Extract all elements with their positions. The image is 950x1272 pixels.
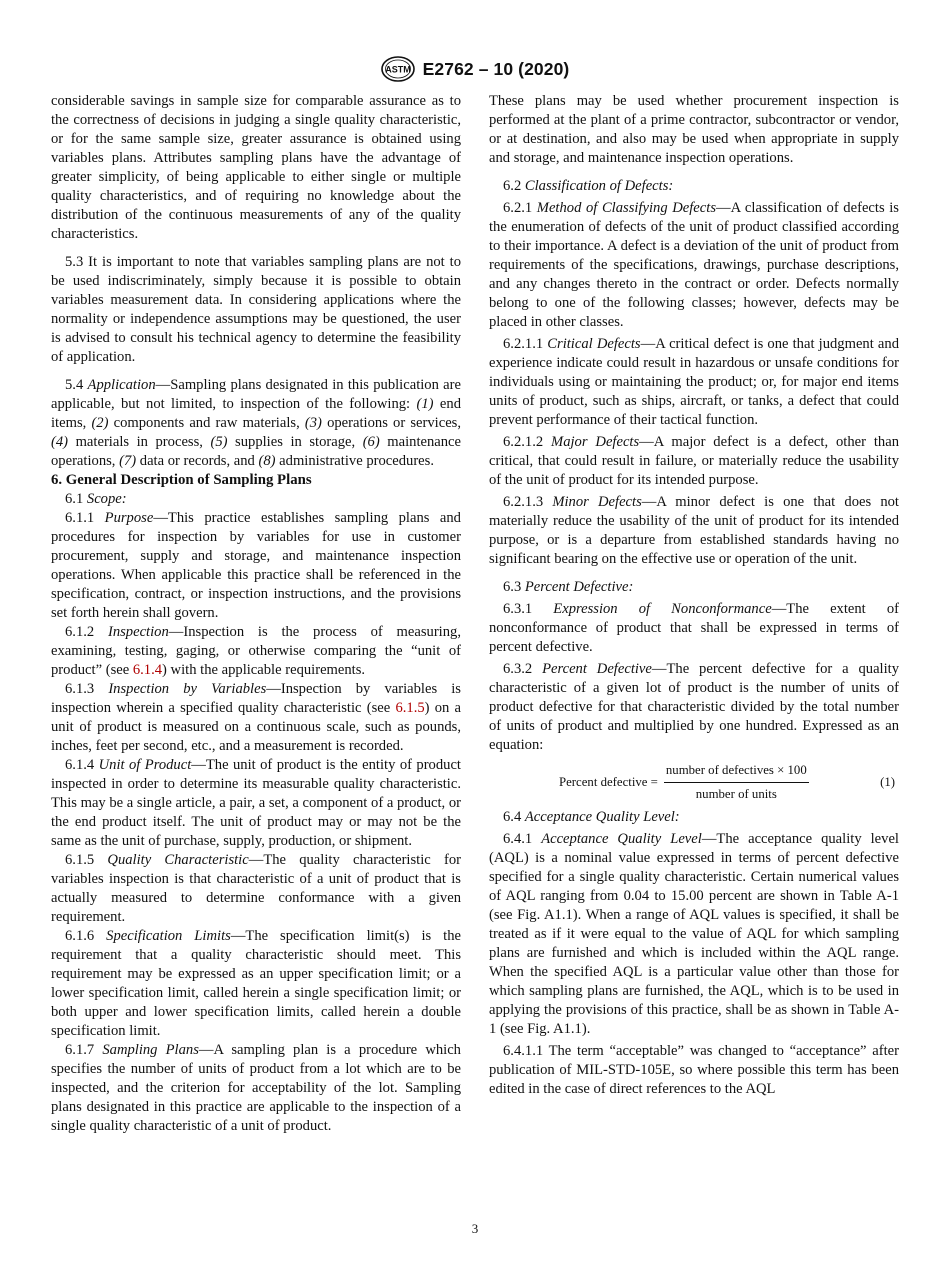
paragraph-6-1-1: 6.1.1 Purpose—This practice establishes sampling plans and procedures for inspection by variables for use in customer procurement, supply and storage, and maintenance inspection operations. When applicable this practice shall be referenced in the specification, contract, or inspection instructions, and the provisions set forth herein shall govern. (51, 510, 461, 621)
paragraph-6-2-1-3: 6.2.1.3 Minor Defects—A minor defect is one that does not materially reduce the usability of the unit of product for its intended purpose, or is a departure from established standards having no significant bearing on the effective use or operation of the unit. (489, 494, 899, 567)
paragraph-6-3-2: 6.3.2 Percent Defective—The percent defective for a quality characteristic of a given lot of product is the number of units of product defective for that characteristic divided by the total number of units of product and multiplied by one hundred. Expressed as an equation: (489, 661, 900, 753)
paragraph-6-3: 6.3 Percent Defective: (503, 579, 634, 595)
paragraph-6-3-1: 6.3.1 Expression of Nonconformance—The extent of nonconformance of product that shall be expressed in terms of percent defective. (489, 601, 899, 655)
left-column (51, 92, 461, 1136)
right-column (489, 92, 899, 1099)
paragraph-6-1-7: 6.1.7 Sampling Plans—A sampling plan is a procedure which specifies the number of units of product from a lot which are to be inspected, and the criterion for acceptability of the lot. Sampling plans designated in this practice are applicable to the inspection of a single quality characteristic of a unit of product. (51, 1042, 461, 1134)
paragraph-6-2: 6.2 Classification of Defects: (503, 178, 674, 194)
paragraph-6-1-2: 6.1.2 Inspection—Inspection is the process of measuring, examining, testing, gaging, or otherwise comparing the “unit of product” (see 6.1.4) with the applicable requirements. (51, 624, 461, 678)
page-header (0, 56, 950, 82)
paragraph-continuation: considerable savings in sample size for comparable assurance as to the correctness of decisions in judging a single quality characteristic, or for the same sample size, greater assurance is obtained using variables plans. Attributes sampling plans have the advantage of greater simplicity, of being applicable to either single or multiple quality characteristics, and of requiring no knowledge about the distribution of the continuous measurements of any of the quality characteristics. (51, 93, 461, 242)
equation-number: (1) (880, 775, 895, 789)
equation-numerator: number of defectives × 100 (664, 761, 809, 783)
svg-text:ASTM: ASTM (384, 64, 411, 75)
paragraph-6-2-1-2: 6.2.1.2 Major Defects—A major defect is a defect, other than critical, that could result in failure, or materially reduce the usability of the unit of product for its intended purpose. (489, 434, 900, 488)
equation-lhs: Percent defective = (559, 774, 658, 789)
paragraph-6-4-1: 6.4.1 Acceptance Quality Level—The acceptance quality level (AQL) is a nominal value expressed in terms of percent defective specified for a single quality characteristic. Certain numerical values of AQL ranging from 0.04 to 15.00 percent are shown in Table A-1 (see Fig. A1.1). When a range of AQL values is specified, it shall be treated as if it were equal to the value of AQL for which sampling plans are furnished and which is included within the AQL range. When the specified AQL is a particular value other than those for which sampling plans are furnished, the AQL, which is to be used in applying the provisions of this practice, shall be as shown in Table A-1 (see Fig. A1.1). (489, 831, 899, 1037)
equation-fraction (664, 761, 809, 804)
paragraph-5-4: 5.4 Application—Sampling plans designated in this publication are applicable, but not limited, to inspection of the following: (1) end items, (2) components and raw materials, (3) operations or services, (4) materials in process, (5) supplies in storage, (6) maintenance operations, (7) data or records, and (8) administrative procedures. (51, 377, 462, 469)
cross-reference-link[interactable]: 6.1.5 (395, 700, 425, 716)
paragraph-title: Application (87, 377, 156, 393)
page-number: 3 (471, 1221, 479, 1236)
paragraph-6-1-4: 6.1.4 Unit of Product—The unit of product is the entity of product inspected in order to determine its measurable quality characteristic. This may be a single article, a pair, a set, a component of a product, or the end product itself. The unit of product may or may not be the same as the unit of purchase, supply, production, or shipment. (51, 757, 461, 849)
paragraph-6-2-1: 6.2.1 Method of Classifying Defects—A classification of defects is the enumeration of defects of the unit of product classified according to their importance. A defect is a deviation of the unit of product from requirements of the specifications, drawings, purchase descriptions, and any changes thereto in the contract or order. Defects normally belong to one of the following classes; however, defects may be placed in other classes. (489, 200, 899, 330)
astm-logo-icon (381, 56, 415, 82)
document-designation: E2762 – 10 (2020) (422, 58, 570, 79)
paragraph-6-2-1-1: 6.2.1.1 Critical Defects—A critical defect is one that judgment and experience indicate could result in hazardous or unsafe conditions for individuals using or maintaining the product; or, for major end items units of product, such as ships, aircraft, or tanks, a defect that could prevent performance of their tactical function. (489, 336, 900, 428)
paragraph-6-1-3: 6.1.3 Inspection by Variables—Inspection by variables is inspection wherein a specified quality characteristic (see 6.1.5) on a unit of product is measured on a continuous scale, such as pounds, inches, feet per second, etc., and a measurement is recorded. (51, 681, 462, 754)
paragraph-6-1-5: 6.1.5 Quality Characteristic—The quality characteristic for variables inspection is that characteristic of a unit of product that is actually measured to determine conformance with a given requirement. (51, 852, 461, 925)
paragraph-continuation: These plans may be used whether procurement inspection is performed at the plant of a prime contractor, subcontractor or vendor, or at destination, and also may be used when appropriate in supply and storage, and maintenance inspection operations. (489, 93, 899, 166)
equation-denominator: number of units (695, 786, 777, 801)
paragraph-6-1: 6.1 Scope: (65, 491, 127, 507)
paragraph-5-3: 5.3 It is important to note that variables sampling plans are not to be used indiscriminately, simply because it is possible to obtain variables measurement data. In considering applications where the normality or independence assumptions may be questioned, the user is advised to consult his technical agency to determine the feasibility of application. (51, 254, 461, 365)
paragraph-6-4: 6.4 Acceptance Quality Level: (503, 809, 680, 825)
equation-1 (489, 763, 899, 801)
cross-reference-link[interactable]: 6.1.4 (132, 662, 163, 678)
section-heading-6: 6. General Description of Sampling Plans (51, 472, 312, 488)
paragraph-6-1-6: 6.1.6 Specification Limits—The specification limit(s) is the requirement that a quality characteristic should meet. This requirement may be expressed as an upper specification limit; or a lower specification limit, called herein a single specification limit; or both upper and lower specification limits, called herein a double specification limit. (51, 928, 462, 1039)
paragraph-6-4-1-1: 6.4.1.1 The term “acceptable” was changed to “acceptance” after publication of MIL-STD-105E, so where possible this term has been edited in the case of direct references to the AQL (489, 1043, 899, 1097)
